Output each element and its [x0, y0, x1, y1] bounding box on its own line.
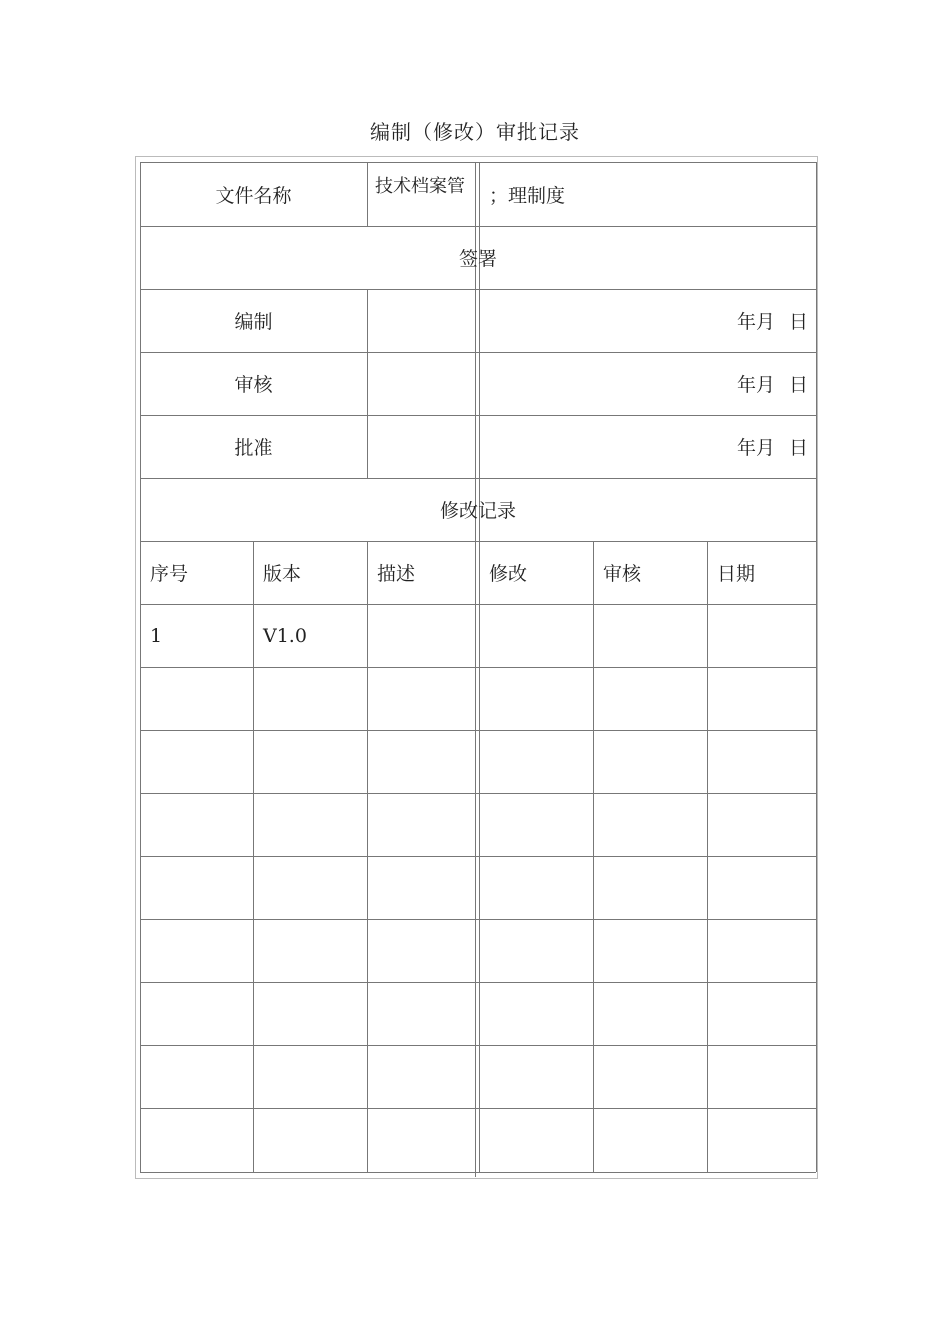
revision-header-3: 描述 [377, 563, 416, 585]
sign-role-1: 编制 [234, 311, 273, 333]
revision-cell: V1.0 [263, 624, 307, 647]
sign-date-cell [479, 415, 816, 478]
revision-cell [140, 730, 253, 793]
revision-section-title: 修改记录 [439, 500, 516, 522]
revision-cell [367, 667, 475, 730]
revision-cell [367, 793, 475, 856]
revision-cell [593, 982, 707, 1045]
revision-cell [479, 919, 593, 982]
revision-cell [707, 919, 816, 982]
revision-header-6: 日期 [717, 563, 756, 585]
revision-cell [707, 667, 816, 730]
revision-cell [140, 919, 253, 982]
revision-cell [367, 604, 475, 667]
revision-cell [367, 1045, 475, 1108]
revision-cell [140, 667, 253, 730]
revision-cell [253, 1045, 367, 1108]
sign-role-3: 批准 [234, 437, 273, 459]
revision-cell [707, 856, 816, 919]
document-title: 编制（修改）审批记录 [370, 120, 580, 144]
revision-cell [707, 1045, 816, 1108]
revision-cell [479, 1108, 593, 1172]
date-year: 年 [736, 374, 756, 396]
revision-cell [593, 1108, 707, 1172]
revision-cell [593, 793, 707, 856]
revision-header-5: 审核 [603, 563, 642, 585]
revision-cell [707, 604, 816, 667]
sign-date-cell [479, 289, 816, 352]
revision-cell [593, 919, 707, 982]
revision-cell [593, 856, 707, 919]
date-year: 年 [736, 311, 756, 333]
revision-cell [479, 982, 593, 1045]
date-month: 月 [755, 437, 775, 459]
sign-date-cell [479, 352, 816, 415]
revision-cell [707, 1108, 816, 1172]
date-month: 月 [755, 374, 775, 396]
revision-cell [707, 793, 816, 856]
date-day: 日 [788, 437, 808, 459]
revision-cell [479, 793, 593, 856]
sign-role-2: 审核 [234, 374, 273, 396]
revision-cell [253, 982, 367, 1045]
revision-cell [253, 730, 367, 793]
revision-cell [140, 1045, 253, 1108]
revision-header-2: 版本 [263, 563, 302, 585]
revision-cell [253, 856, 367, 919]
table-row-line [140, 1172, 816, 1173]
file-name-label: 文件名称 [215, 184, 292, 207]
revision-cell [479, 730, 593, 793]
revision-cell [367, 1108, 475, 1172]
revision-cell [593, 1045, 707, 1108]
revision-cell [479, 1045, 593, 1108]
revision-cell [253, 667, 367, 730]
sign-signature-cell [367, 352, 475, 415]
revision-cell: 1 [150, 624, 163, 647]
sign-signature-cell [367, 415, 475, 478]
revision-header-1: 序号 [150, 563, 189, 585]
revision-cell [140, 793, 253, 856]
revision-cell [253, 1108, 367, 1172]
revision-cell [707, 982, 816, 1045]
revision-cell [367, 856, 475, 919]
revision-cell [140, 856, 253, 919]
file-name-value-part1: 技术档案管 [375, 176, 465, 197]
revision-cell [253, 793, 367, 856]
revision-cell [479, 856, 593, 919]
revision-cell [140, 982, 253, 1045]
revision-cell [593, 667, 707, 730]
table-right-border [816, 162, 817, 1172]
revision-cell [367, 919, 475, 982]
revision-cell [479, 667, 593, 730]
revision-cell [707, 730, 816, 793]
revision-header-4: 修改 [489, 563, 528, 585]
date-year: 年 [736, 437, 756, 459]
sign-section-title: 签署 [458, 248, 497, 270]
date-day: 日 [788, 311, 808, 333]
date-month: 月 [755, 311, 775, 333]
revision-cell [593, 604, 707, 667]
revision-cell [479, 604, 593, 667]
revision-cell [367, 730, 475, 793]
table-seam-line [475, 162, 476, 1177]
revision-cell [140, 1108, 253, 1172]
revision-cell [593, 730, 707, 793]
sign-signature-cell [367, 289, 475, 352]
revision-cell [253, 919, 367, 982]
file-name-value-part2: ；理制度 [489, 184, 566, 207]
revision-cell [367, 982, 475, 1045]
date-day: 日 [788, 374, 808, 396]
